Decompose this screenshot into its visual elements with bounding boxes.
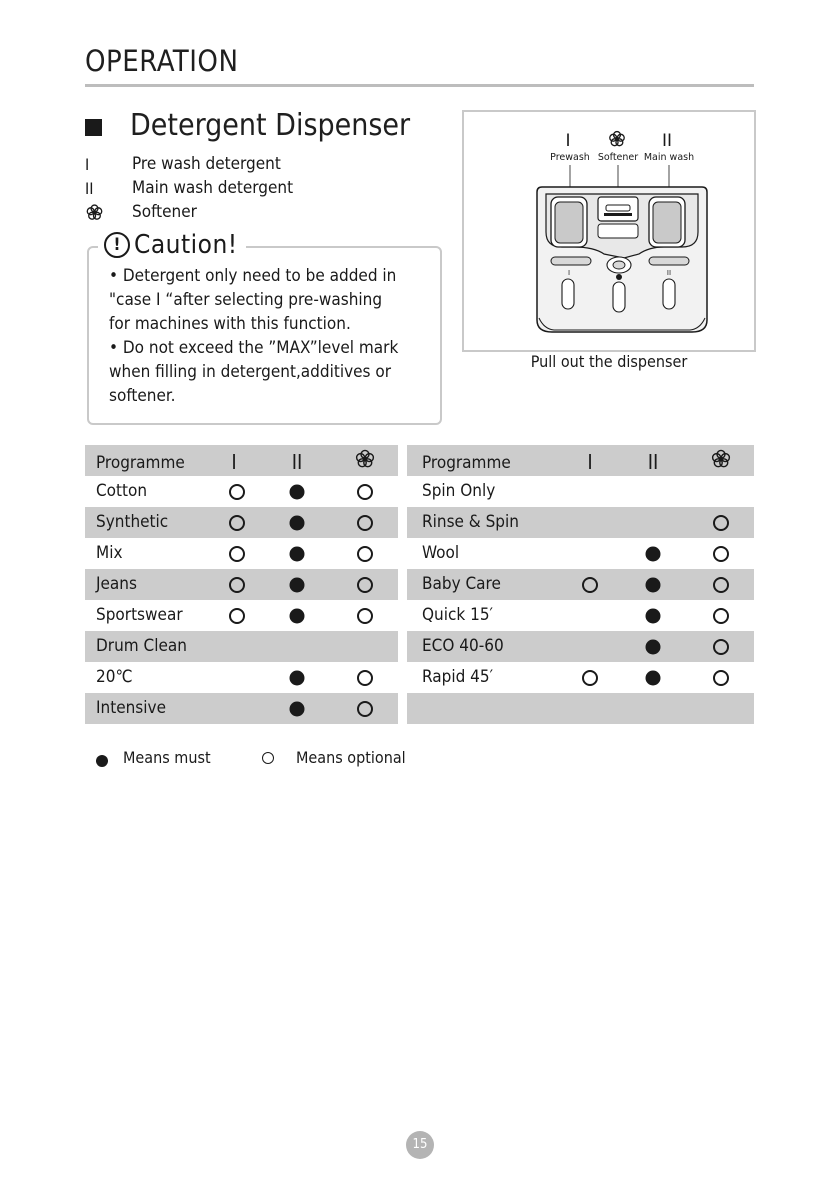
figure-label-mainwash: Main wash xyxy=(643,152,695,163)
programme-name: Spin Only xyxy=(422,481,496,501)
prewash-symbol: I xyxy=(85,155,90,174)
caution-line: softener. xyxy=(109,386,176,406)
optional-dot-icon xyxy=(357,670,373,686)
table-row xyxy=(85,662,398,693)
table-row xyxy=(85,476,398,507)
optional-dot-icon xyxy=(229,577,245,593)
programme-name: Synthetic xyxy=(96,512,169,532)
programme-table-left xyxy=(85,445,398,724)
must-dot-icon xyxy=(290,701,305,716)
caution-line: when filling in detergent,additives or xyxy=(109,362,392,382)
section-title: Detergent Dispenser xyxy=(130,108,411,143)
caution-line: "case I “after selecting pre-washing xyxy=(109,290,383,310)
figure-caption: Pull out the dispenser xyxy=(530,352,688,371)
table-row xyxy=(85,600,398,631)
table-row xyxy=(85,693,398,724)
section-bullet xyxy=(85,119,102,136)
optional-dot-icon xyxy=(713,577,729,593)
optional-dot-icon xyxy=(229,546,245,562)
caution-line: for machines with this function. xyxy=(109,314,351,334)
must-dot-icon xyxy=(646,639,661,654)
softener-icon xyxy=(85,203,107,226)
optional-dot-icon xyxy=(229,484,245,500)
must-dot-icon xyxy=(290,515,305,530)
softener-icon xyxy=(354,448,376,474)
header-mainwash: II xyxy=(647,449,659,474)
figure-mainwash-symbol: II xyxy=(661,131,673,151)
programme-name: Cotton xyxy=(96,481,148,501)
table-row xyxy=(407,662,754,693)
mainwash-symbol: II xyxy=(85,179,94,198)
table-row xyxy=(407,476,754,507)
table-header xyxy=(85,445,398,476)
optional-dot-icon xyxy=(357,577,373,593)
table-row xyxy=(407,507,754,538)
programme-name: Sportswear xyxy=(96,605,183,625)
softener-icon xyxy=(710,448,732,474)
optional-dot-icon xyxy=(713,670,729,686)
drawer-mark-i: I xyxy=(567,269,571,277)
programme-name: Jeans xyxy=(96,574,137,594)
programme-table-right xyxy=(407,445,754,724)
drawer-mark-ii: II xyxy=(666,269,672,277)
optional-dot-icon xyxy=(713,546,729,562)
table-row xyxy=(85,538,398,569)
title-rule xyxy=(85,84,754,87)
exclamation-icon: ! xyxy=(104,232,130,258)
page-number: 15 xyxy=(406,1131,434,1159)
must-dot-icon xyxy=(290,608,305,623)
caution-line: • Detergent only need to be added in xyxy=(109,266,397,286)
caution-heading xyxy=(98,230,246,260)
optional-dot-icon xyxy=(229,515,245,531)
table-row xyxy=(407,569,754,600)
programme-name: Drum Clean xyxy=(96,636,187,656)
table-row xyxy=(85,507,398,538)
key-must-label: Means must xyxy=(123,748,211,767)
table-row xyxy=(407,631,754,662)
table-row xyxy=(407,538,754,569)
figure-softener-icon xyxy=(610,132,624,146)
header-prewash: I xyxy=(587,449,593,474)
must-dot-icon xyxy=(646,577,661,592)
table-header xyxy=(407,445,754,476)
optional-dot-icon xyxy=(357,546,373,562)
header-prewash: I xyxy=(231,449,237,474)
must-dot-icon xyxy=(290,577,305,592)
optional-dot-icon xyxy=(262,752,274,764)
figure-prewash-symbol: I xyxy=(565,131,571,151)
dispenser-figure xyxy=(462,110,756,352)
must-dot-icon xyxy=(290,484,305,499)
programme-name: Baby Care xyxy=(422,574,501,594)
programme-name: 20℃ xyxy=(96,667,133,687)
optional-dot-icon xyxy=(713,515,729,531)
softener-label: Softener xyxy=(132,202,197,222)
page-title: OPERATION xyxy=(85,44,239,78)
optional-dot-icon xyxy=(582,670,598,686)
must-dot-icon xyxy=(96,755,108,767)
header-mainwash: II xyxy=(291,449,303,474)
key-optional-label: Means optional xyxy=(296,748,406,767)
programme-name: Rinse & Spin xyxy=(422,512,519,532)
figure-label-softener: Softener xyxy=(597,152,639,163)
optional-dot-icon xyxy=(357,701,373,717)
programme-name: Mix xyxy=(96,543,123,563)
optional-dot-icon xyxy=(357,484,373,500)
caution-line: • Do not exceed the ”MAX”level mark xyxy=(109,338,399,358)
table-row xyxy=(85,631,398,662)
optional-dot-icon xyxy=(357,515,373,531)
figure-label-prewash: Prewash xyxy=(550,152,590,163)
mainwash-label: Main wash detergent xyxy=(132,178,294,198)
must-dot-icon xyxy=(646,670,661,685)
must-dot-icon xyxy=(646,546,661,561)
caution-title: Caution! xyxy=(134,230,238,260)
optional-dot-icon xyxy=(713,639,729,655)
must-dot-icon xyxy=(290,546,305,561)
optional-dot-icon xyxy=(229,608,245,624)
programme-name: ECO 40-60 xyxy=(422,636,504,656)
programme-name: Rapid 45′ xyxy=(422,667,494,687)
table-row xyxy=(407,600,754,631)
must-dot-icon xyxy=(646,608,661,623)
optional-dot-icon xyxy=(582,577,598,593)
header-programme: Programme xyxy=(422,453,511,473)
must-dot-icon xyxy=(290,670,305,685)
table-row xyxy=(407,693,754,724)
table-row xyxy=(85,569,398,600)
optional-dot-icon xyxy=(713,608,729,624)
programme-name: Intensive xyxy=(96,698,166,718)
optional-dot-icon xyxy=(357,608,373,624)
programme-name: Wool xyxy=(422,543,460,563)
prewash-label: Pre wash detergent xyxy=(132,154,281,174)
programme-name: Quick 15′ xyxy=(422,605,494,625)
header-programme: Programme xyxy=(96,453,185,473)
